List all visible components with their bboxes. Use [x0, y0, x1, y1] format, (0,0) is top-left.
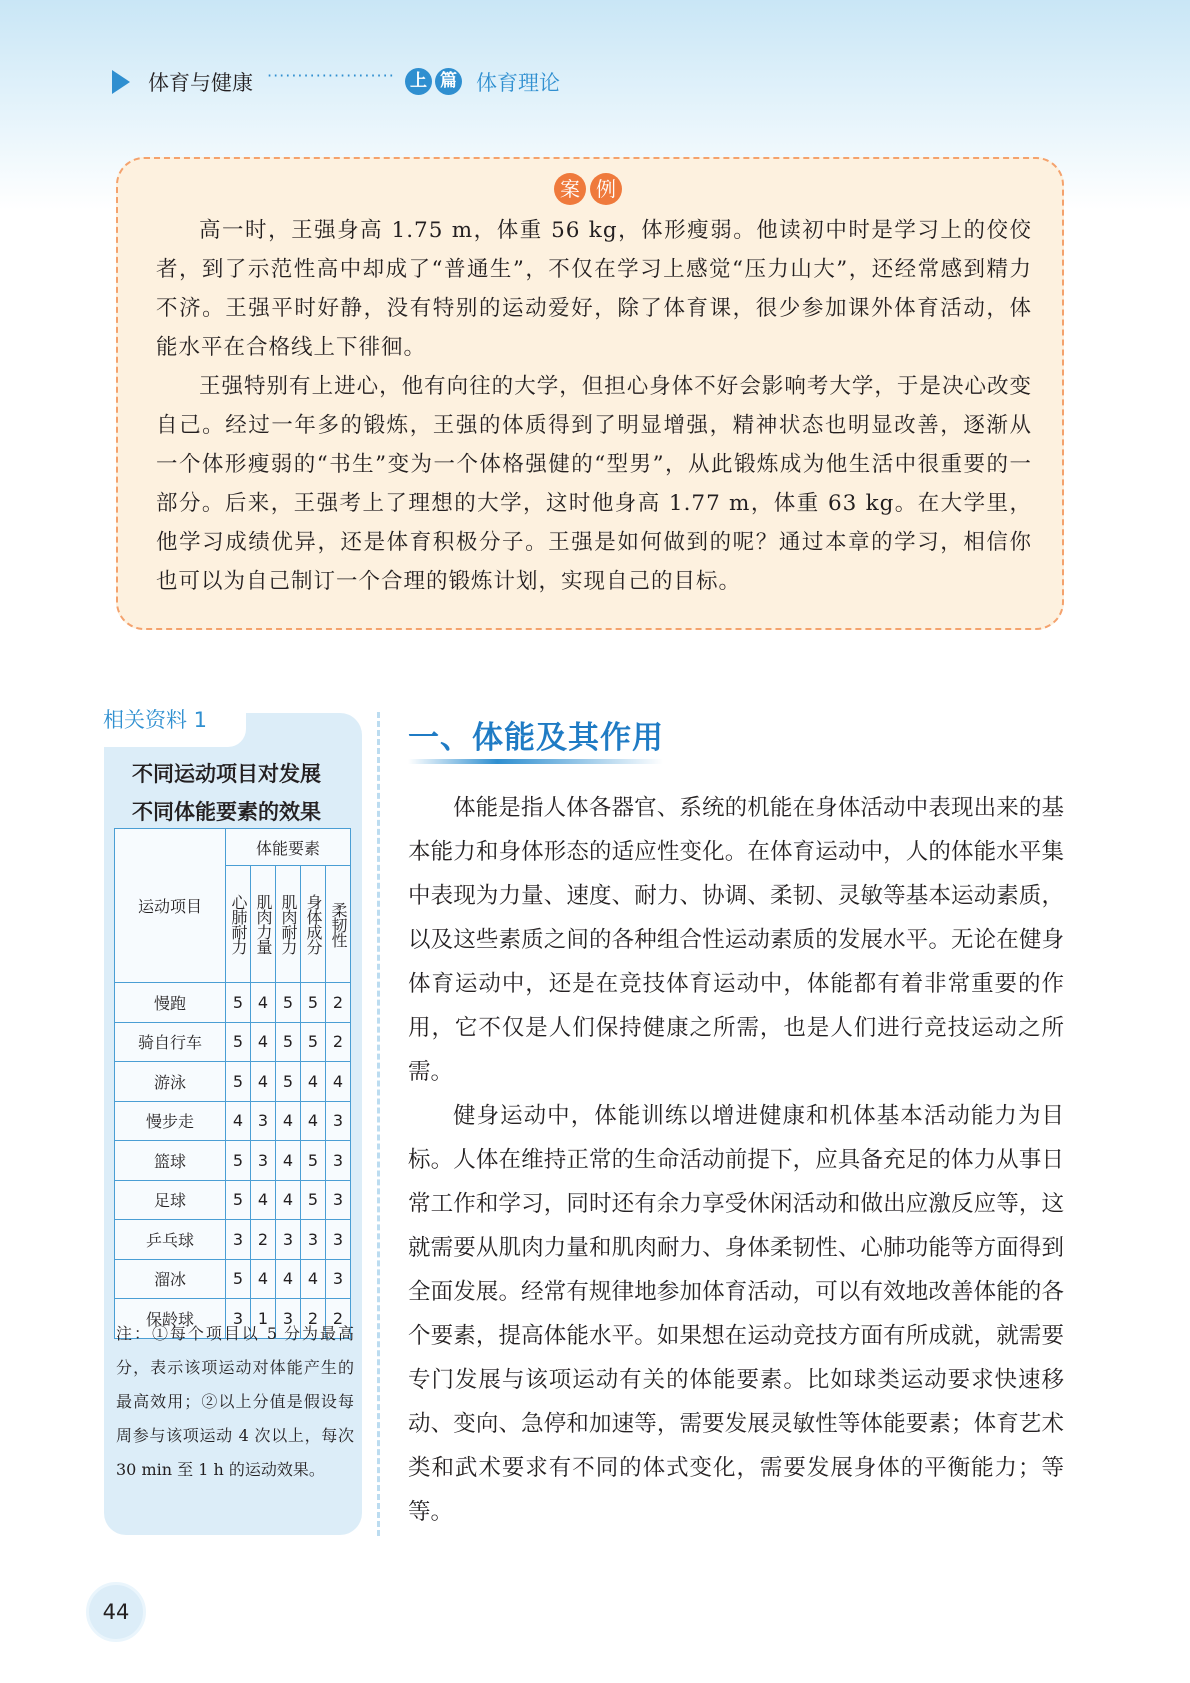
- table-cell: 4: [251, 1062, 276, 1102]
- table-column-header: 心肺耐力: [229, 894, 248, 954]
- table-cell: 3: [251, 1141, 276, 1181]
- table-cell: 5: [276, 1022, 301, 1062]
- table-cell: 4: [251, 1259, 276, 1299]
- table-cell: 5: [301, 983, 326, 1023]
- table-cell: 4: [276, 1180, 301, 1220]
- table-group-header: 体能要素: [226, 829, 351, 866]
- table-row: [115, 1141, 351, 1181]
- case-box: [116, 157, 1064, 630]
- case-paragraph: 王强特别有上进心，他有向往的大学，但担心身体不好会影响考大学，于是决心改变自己。经过一年多的锻炼，王强的体质得到了明显增强，精神状态也明显改善，逐渐从一个体形瘦弱的“书生”变为一个体格强健的“型男”，从此锻炼成为他生活中很重要的一部分。后来，王强考上了理想的大学，这时他身高 1.77 m，体重 63 kg。在大学里，他学习成绩优异，还是体育积极分子。王强是如何做到的呢？通过本章的学习，相信你也可以为自己制订一个合理的锻炼计划，实现自己的目标。: [156, 374, 1032, 594]
- table-cell: 5: [276, 1062, 301, 1102]
- table-cell: 4: [301, 1062, 326, 1102]
- table-cell: 3: [251, 1101, 276, 1141]
- section-heading: 一、体能及其作用: [408, 720, 664, 756]
- case-title: [554, 173, 644, 207]
- table-cell: 2: [326, 1022, 351, 1062]
- sidebar-title-line-2: 不同体能要素的效果: [132, 800, 321, 824]
- table-cell: 3: [326, 1220, 351, 1260]
- table-cell: 4: [301, 1259, 326, 1299]
- table-cell: 5: [276, 983, 301, 1023]
- table-cell: 3: [276, 1299, 301, 1339]
- table-cell: 3: [276, 1220, 301, 1260]
- case-title-char-2: 例: [590, 173, 622, 205]
- column-divider: [377, 712, 380, 1536]
- table-row-header: 运动项目: [115, 829, 226, 983]
- sidebar-title: [132, 755, 352, 831]
- section-title: 体育理论: [476, 71, 560, 95]
- table-cell: 1: [251, 1299, 276, 1339]
- table-row: [115, 1259, 351, 1299]
- book-title: 体育与健康: [148, 71, 253, 95]
- table-cell: 4: [301, 1101, 326, 1141]
- table-row: [115, 1180, 351, 1220]
- effect-table: [114, 828, 351, 1339]
- triangle-icon: [112, 70, 130, 94]
- table-row: [115, 983, 351, 1023]
- table-cell: 3: [326, 1101, 351, 1141]
- table-cell-sport: 乒乓球: [115, 1220, 226, 1260]
- heading-underline: [408, 759, 663, 764]
- table-cell-sport: 足球: [115, 1180, 226, 1220]
- table-column-header: 肌肉耐力: [279, 894, 298, 954]
- sidebar-tab-label: 相关资料 1: [103, 708, 208, 732]
- part-badge-1: 上: [405, 68, 432, 95]
- table-cell-sport: 溜冰: [115, 1259, 226, 1299]
- page-number: 44: [86, 1582, 146, 1642]
- table-cell: 3: [326, 1141, 351, 1181]
- table-cell: 5: [226, 1022, 251, 1062]
- case-paragraph: 高一时，王强身高 1.75 m，体重 56 kg，体形瘦弱。他读初中时是学习上的佼佼者，到了示范性高中却成了“普通生”，不仅在学习上感觉“压力山大”，还经常感到精力不济。王强平时好静，没有特别的运动爱好，除了体育课，很少参加课外体育活动，体能水平在合格线上下徘徊。: [156, 218, 1032, 360]
- case-title-char-1: 案: [554, 173, 586, 205]
- table-cell: 5: [226, 1259, 251, 1299]
- table-cell: 3: [226, 1299, 251, 1339]
- table-column-header: 身体成分: [304, 894, 323, 954]
- table-cell: 5: [226, 1062, 251, 1102]
- table-cell: 2: [326, 1299, 351, 1339]
- table-cell: 3: [301, 1220, 326, 1260]
- table-cell: 4: [276, 1101, 301, 1141]
- table-cell: 4: [251, 1022, 276, 1062]
- table-cell: 3: [326, 1180, 351, 1220]
- part-badge-2: 篇: [435, 68, 462, 95]
- header-leader: ·····················: [267, 66, 395, 85]
- table-cell: 2: [301, 1299, 326, 1339]
- table-cell: 5: [301, 1022, 326, 1062]
- table-cell: 5: [226, 1141, 251, 1181]
- table-row: [115, 1062, 351, 1102]
- table-cell: 4: [251, 983, 276, 1023]
- table-column-header: 柔韧性: [329, 901, 348, 947]
- table-cell-sport: 游泳: [115, 1062, 226, 1102]
- table-cell-sport: 篮球: [115, 1141, 226, 1181]
- table-row: [115, 1022, 351, 1062]
- table-cell: 4: [251, 1180, 276, 1220]
- table-cell: 5: [301, 1141, 326, 1181]
- table-cell: 4: [326, 1062, 351, 1102]
- table-cell: 3: [226, 1220, 251, 1260]
- table-cell-sport: 骑自行车: [115, 1022, 226, 1062]
- table-cell: 4: [276, 1141, 301, 1181]
- table-cell: 5: [226, 983, 251, 1023]
- table-cell: 3: [326, 1259, 351, 1299]
- table-row: [115, 1101, 351, 1141]
- body-paragraph: 健身运动中，体能训练以增进健康和机体基本活动能力为目标。人体在维持正常的生命活动前提下，应具备充足的体力从事日常工作和学习，同时还有余力享受休闲活动和做出应激反应等，这就需要从肌肉力量和肌肉耐力、身体柔韧性、心肺功能等方面得到全面发展。经常有规律地参加体育活动，可以有效地改善体能的各个要素，提高体能水平。如果想在运动竞技方面有所成就，就需要专门发展与该项运动有关的体能要素。比如球类运动要求快速移动、变向、急停和加速等，需要发展灵敏性等体能要素；体育艺术类和武术要求有不同的体式变化，需要发展身体的平衡能力；等等。: [408, 1103, 1064, 1525]
- sidebar-title-line-1: 不同运动项目对发展: [132, 762, 321, 786]
- sidebar-note: 注：①每个项目以 5 分为最高分，表示该项运动对体能产生的最高效用；②以上分值是假设每周参与该项运动 4 次以上，每次 30 min 至 1 h 的运动效果。: [116, 1324, 354, 1479]
- table-row: [115, 1220, 351, 1260]
- body-paragraph: 体能是指人体各器官、系统的机能在身体活动中表现出来的基本能力和身体形态的适应性变化。在体育运动中，人的体能水平集中表现为力量、速度、耐力、协调、柔韧、灵敏等基本运动素质，以及这些素质之间的各种组合性运动素质的发展水平。无论在健身体育运动中，还是在竞技体育运动中，体能都有着非常重要的作用，它不仅是人们保持健康之所需，也是人们进行竞技运动之所需。: [408, 795, 1064, 1085]
- table-cell-sport: 慢步走: [115, 1101, 226, 1141]
- table-cell: 5: [301, 1180, 326, 1220]
- table-cell: 5: [226, 1180, 251, 1220]
- table-cell: 2: [251, 1220, 276, 1260]
- table-cell-sport: 慢跑: [115, 983, 226, 1023]
- table-cell-sport: 保龄球: [115, 1299, 226, 1339]
- table-cell: 4: [226, 1101, 251, 1141]
- case-body: [156, 211, 1032, 601]
- main-text: [408, 786, 1064, 1534]
- table-column-header: 肌肉力量: [254, 894, 273, 954]
- table-cell: 2: [326, 983, 351, 1023]
- table-cell: 4: [276, 1259, 301, 1299]
- running-header: [112, 64, 1112, 100]
